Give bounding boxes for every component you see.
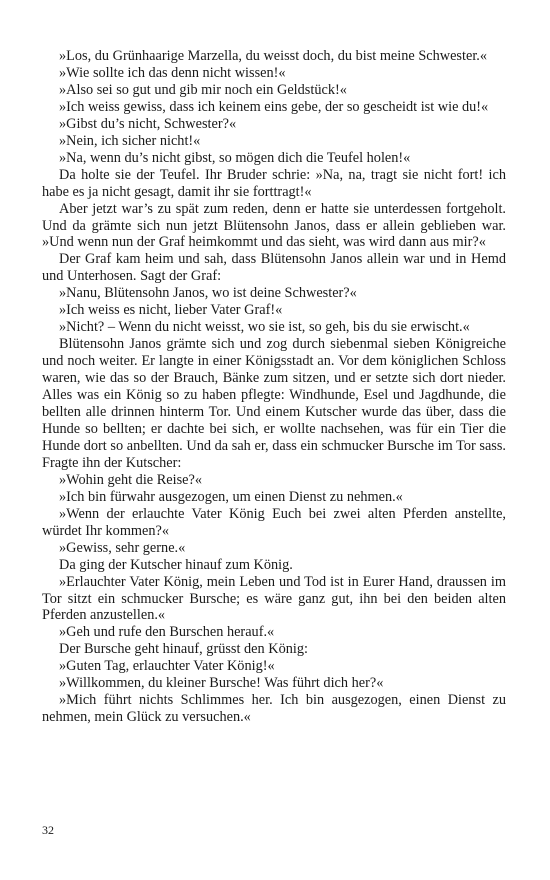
paragraph: »Ich bin fürwahr ausgezogen, um einen Dienst zu nehmen.« <box>59 488 403 505</box>
paragraph: Blütensohn Janos grämte sich und zog durch siebenmal sieben Königreiche und noch weiter. Er langte in einer Königsstadt an. Vor dem königlichen Schloss waren, wie das so der Brauch, Bänke zum sitzen, und er setzte sich dort nieder. Alles was ein König so zu haben pflegte: Windhunde, Esel und Jagdhunde, die bellten alle drinnen hinterm Tor. Und einem Kutscher wurde das über, dass die Hunde so bellten; er dachte bei sich, er wollte nachsehen, was für ein Tier die Hunde dort so anbellten. Und da sah er, dass ein schmucker Bursche im Tor sass. Fragte ihn der Kutscher: <box>42 336 506 471</box>
paragraph: »Wie sollte ich das denn nicht wissen!« <box>59 64 286 81</box>
paragraph: »Los, du Grünhaarige Marzella, du weisst doch, du bist meine Schwester.« <box>59 48 488 64</box>
paragraph: »Gibst du’s nicht, Schwester?« <box>59 115 237 132</box>
paragraph: »Willkommen, du kleiner Bursche! Was führt dich her?« <box>59 675 384 692</box>
body-text <box>42 48 506 726</box>
paragraph: »Geh und rufe den Burschen herauf.« <box>59 624 275 641</box>
paragraph: Aber jetzt war’s zu spät zum reden, denn er hatte sie unterdessen fortgeholt. Und da grämte sich nun jetzt Blütensohn Janos, dass er allein geblieben war. »Und wenn nun der Graf heimkommt und das sieht, was wird dann aus mir?« <box>42 200 506 251</box>
paragraph: »Wenn der erlauchte Vater König Euch bei zwei alten Pferden anstellte, würdet Ihr kommen?« <box>42 505 506 539</box>
paragraph: »Wohin geht die Reise?« <box>59 471 202 488</box>
paragraph: Da ging der Kutscher hinauf zum König. <box>59 556 293 573</box>
paragraph: »Na, wenn du’s nicht gibst, so mögen dich die Teufel holen!« <box>59 149 411 166</box>
paragraph: Da holte sie der Teufel. Ihr Bruder schrie: »Na, na, tragt sie nicht fort! ich habe es ja nicht gesagt, damit ihr sie forttragt!« <box>42 166 506 200</box>
paragraph: »Ich weiss es nicht, lieber Vater Graf!« <box>59 302 283 319</box>
paragraph: Der Graf kam heim und sah, dass Blütensohn Janos allein war und in Hemd und Unterhosen. Sagt der Graf: <box>42 251 506 285</box>
paragraph: »Nein, ich sicher nicht!« <box>59 132 201 149</box>
paragraph: »Nicht? – Wenn du nicht weisst, wo sie ist, so geh, bis du sie erwischt.« <box>59 319 470 336</box>
paragraph: »Erlauchter Vater König, mein Leben und Tod ist in Eurer Hand, draussen im Tor sitzt ein schmucker Bursche; es wäre ganz gut, ihn bei den beiden alten Pferden anzustellen.« <box>42 573 506 624</box>
paragraph: »Also sei so gut und gib mir noch ein Geldstück!« <box>59 81 347 98</box>
paragraph: »Guten Tag, erlauchter Vater König!« <box>59 658 275 675</box>
paragraph: Der Bursche geht hinauf, grüsst den König: <box>59 641 308 658</box>
page-number: 32 <box>42 823 54 837</box>
paragraph: »Mich führt nichts Schlimmes her. Ich bin ausgezogen, einen Dienst zu nehmen, mein Glück zu versuchen.« <box>42 692 506 726</box>
paragraph: »Nanu, Blütensohn Janos, wo ist deine Schwester?« <box>59 285 357 302</box>
paragraph: »Ich weiss gewiss, dass ich keinem eins gebe, der so gescheidt ist wie du!« <box>59 98 489 115</box>
paragraph: »Gewiss, sehr gerne.« <box>59 539 186 556</box>
